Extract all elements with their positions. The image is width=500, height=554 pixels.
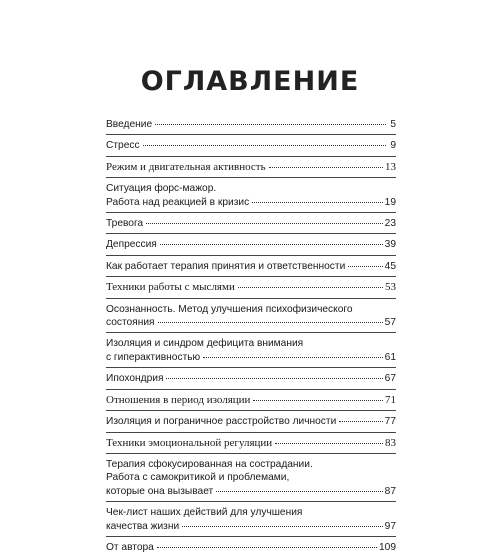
toc-entry-title: Работа над реакцией в кризис bbox=[106, 196, 250, 208]
dot-leader bbox=[252, 202, 382, 203]
divider bbox=[106, 233, 396, 234]
toc-entry-title: Отношения в период изоляции bbox=[106, 393, 251, 406]
divider bbox=[106, 536, 396, 537]
toc-entry-title: Введение bbox=[106, 119, 153, 130]
toc-entry[interactable] bbox=[106, 394, 396, 407]
toc-entry[interactable] bbox=[106, 303, 396, 330]
toc-entry-title: которые она вызывает bbox=[106, 485, 214, 497]
page-title: ОГЛАВЛЕНИЕ bbox=[140, 66, 360, 97]
toc-entry-title: Тревога bbox=[106, 218, 144, 230]
toc-entry-title: Чек-лист наших действий для улучшения bbox=[106, 507, 303, 519]
toc-page-number: 61 bbox=[384, 351, 396, 363]
dot-leader bbox=[253, 400, 383, 401]
toc-entry-title: Изоляция и пограничное расстройство личности bbox=[106, 416, 337, 428]
toc-entry-title: Работа с самокритикой и проблемами, bbox=[106, 472, 290, 484]
dot-leader bbox=[339, 421, 382, 422]
toc-entry[interactable] bbox=[106, 238, 396, 251]
divider bbox=[106, 501, 396, 502]
dot-leader bbox=[160, 244, 383, 245]
toc-page-number: 87 bbox=[384, 485, 396, 497]
divider bbox=[106, 134, 396, 135]
toc-entry-title: Техники эмоциональной регуляции bbox=[106, 436, 273, 449]
toc-entry[interactable] bbox=[106, 337, 396, 364]
divider bbox=[106, 432, 396, 433]
toc-page-number: 23 bbox=[384, 218, 396, 230]
toc-entry[interactable] bbox=[106, 437, 396, 450]
toc-page-number: 71 bbox=[385, 393, 396, 406]
dot-leader bbox=[216, 491, 382, 492]
toc-page-number: 57 bbox=[384, 317, 396, 329]
toc-page-number: 97 bbox=[384, 520, 396, 532]
toc-entry-title: Изоляция и синдром дефицита внимания bbox=[106, 338, 304, 350]
toc-page-number: 9 bbox=[390, 140, 396, 152]
toc-entry-title: состояния bbox=[106, 317, 155, 329]
toc-page-number: 19 bbox=[384, 196, 396, 208]
toc-entry[interactable] bbox=[106, 541, 396, 554]
toc-entry[interactable] bbox=[106, 260, 396, 273]
divider bbox=[106, 367, 396, 368]
toc-entry[interactable] bbox=[106, 217, 396, 230]
divider bbox=[106, 255, 396, 256]
divider bbox=[106, 276, 396, 277]
toc-entry[interactable] bbox=[106, 415, 396, 428]
divider bbox=[106, 389, 396, 390]
toc-entry[interactable] bbox=[106, 506, 396, 533]
divider bbox=[106, 156, 396, 157]
toc-page-number: 109 bbox=[379, 541, 396, 553]
divider bbox=[106, 332, 396, 333]
toc-page-number: 53 bbox=[385, 281, 396, 294]
dot-leader bbox=[158, 322, 383, 323]
dot-leader bbox=[157, 547, 377, 548]
toc-entry-title: Как работает терапия принятия и ответственности bbox=[106, 260, 346, 272]
dot-leader bbox=[203, 357, 382, 358]
divider bbox=[106, 177, 396, 178]
toc-page-number: 77 bbox=[384, 416, 396, 428]
dot-leader bbox=[238, 287, 383, 288]
dot-leader bbox=[275, 443, 383, 444]
toc-entry[interactable] bbox=[106, 118, 396, 131]
toc-entry-title: с гиперактивностью bbox=[106, 351, 201, 363]
toc-page-number: 67 bbox=[384, 373, 396, 385]
toc-entry[interactable] bbox=[106, 161, 396, 174]
toc-entry-title: Техники работы с мыслями bbox=[106, 281, 235, 294]
toc-entry-title: Ипохондрия bbox=[106, 373, 164, 385]
dot-leader bbox=[182, 526, 383, 527]
table-of-contents bbox=[106, 118, 396, 554]
toc-entry[interactable] bbox=[106, 139, 396, 152]
toc-entry-title: Режим и двигательная активность bbox=[106, 160, 266, 173]
divider bbox=[106, 453, 396, 454]
divider bbox=[106, 298, 396, 299]
toc-entry-title: Терапия сфокусированная на сострадании. bbox=[106, 458, 313, 470]
divider bbox=[106, 212, 396, 213]
toc-page-number: 83 bbox=[385, 436, 396, 449]
toc-entry-title: Стресс bbox=[106, 140, 140, 152]
toc-page-number: 5 bbox=[390, 119, 396, 130]
toc-entry[interactable] bbox=[106, 458, 396, 498]
divider bbox=[106, 410, 396, 411]
toc-entry-title: Депрессия bbox=[106, 239, 157, 251]
toc-page-number: 13 bbox=[385, 160, 396, 173]
toc-entry-title: Осознанность. Метод улучшения психофизического bbox=[106, 303, 353, 315]
dot-leader bbox=[348, 266, 382, 267]
dot-leader bbox=[166, 378, 382, 379]
dot-leader bbox=[146, 223, 383, 224]
toc-page-number: 45 bbox=[384, 260, 396, 272]
toc-entry[interactable] bbox=[106, 372, 396, 385]
dot-leader bbox=[269, 167, 383, 168]
dot-leader bbox=[155, 124, 386, 125]
toc-page-number: 39 bbox=[384, 239, 396, 251]
toc-entry-title: Ситуация форс-мажор. bbox=[106, 183, 217, 195]
dot-leader bbox=[143, 145, 386, 146]
toc-entry[interactable] bbox=[106, 281, 396, 294]
toc-entry[interactable] bbox=[106, 182, 396, 209]
toc-entry-title: качества жизни bbox=[106, 520, 180, 532]
toc-entry-title: От автора bbox=[106, 541, 154, 553]
